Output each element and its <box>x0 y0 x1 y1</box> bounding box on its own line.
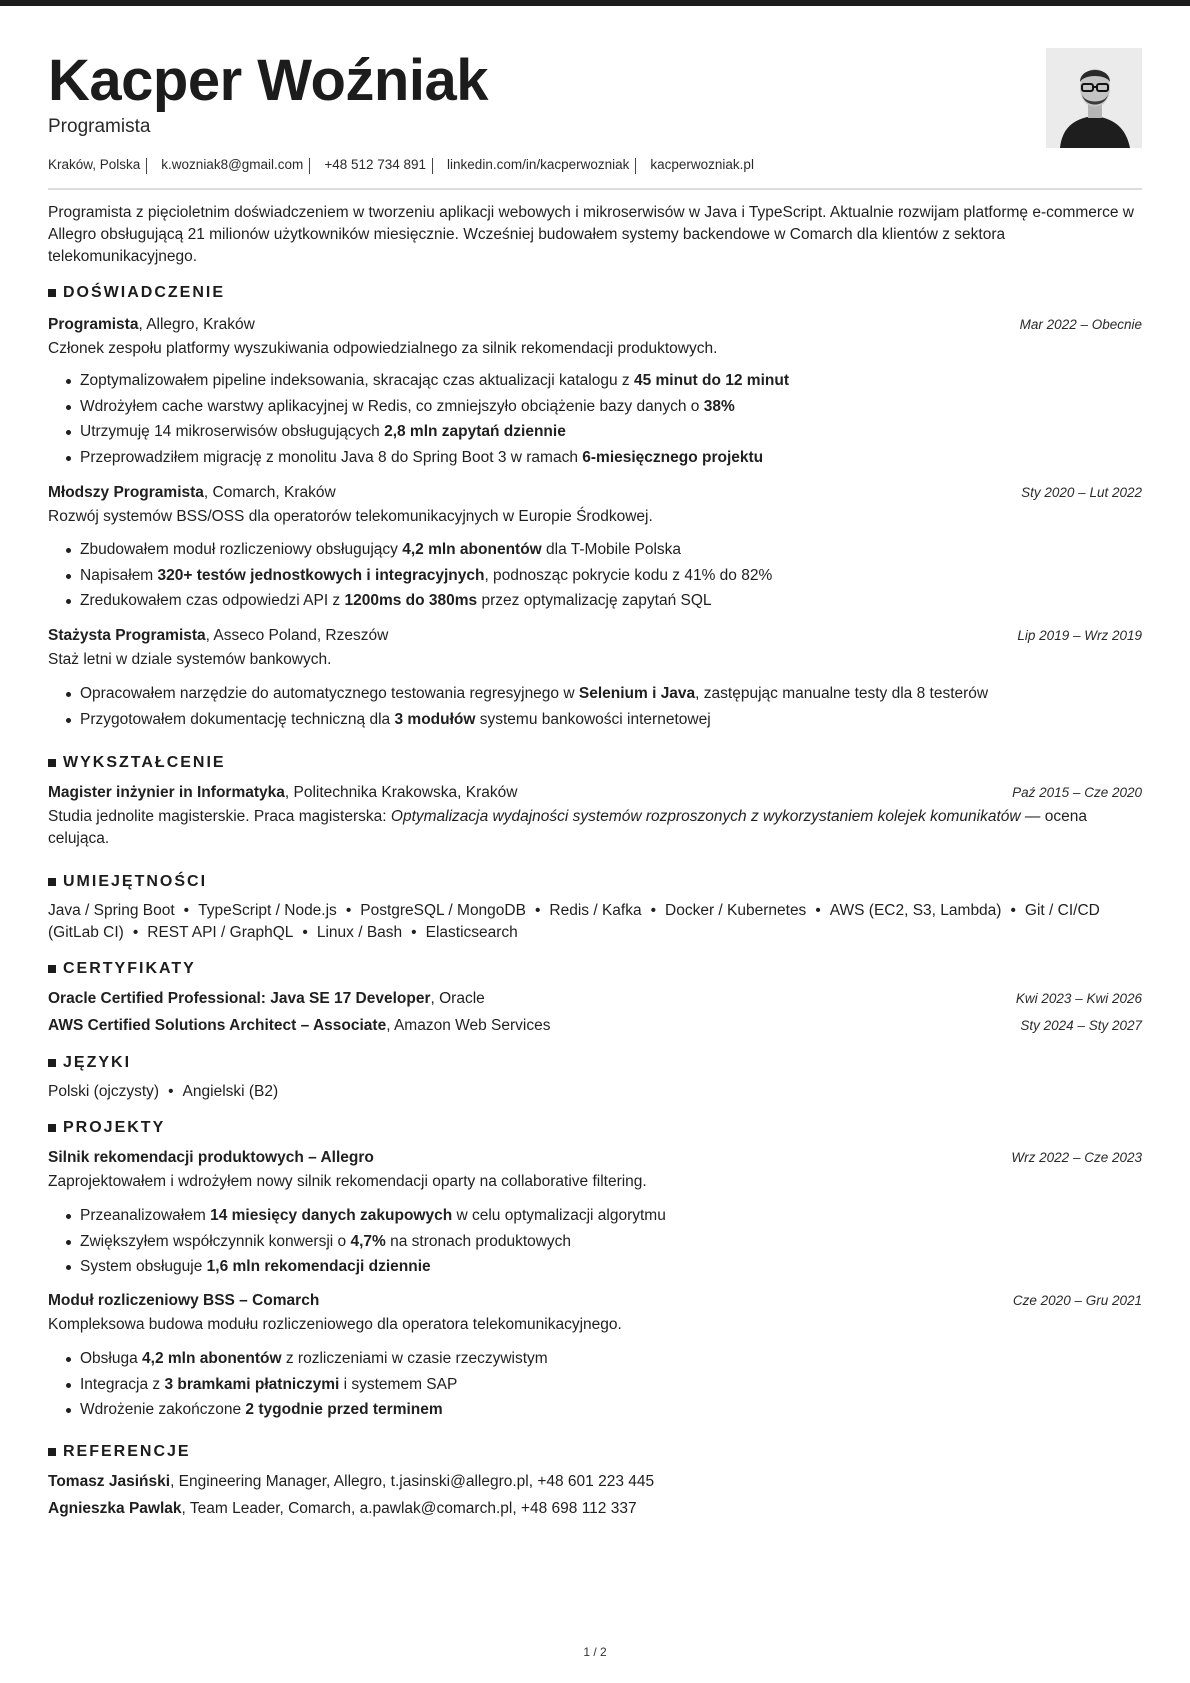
square-bullet-icon <box>48 289 56 297</box>
contact-row <box>48 157 754 173</box>
reference-details: , Engineering Manager, Allegro, t.jasinski@allegro.pl, +48 601 223 445 <box>170 1473 655 1490</box>
school-name: , Politechnika Krakowska, Kraków <box>284 784 518 801</box>
separator <box>309 158 310 174</box>
square-bullet-icon <box>48 878 56 886</box>
certificate-date: Kwi 2023 – Kwi 2026 <box>1015 991 1142 1006</box>
square-bullet-icon <box>48 1059 56 1067</box>
contact-email[interactable]: k.wozniak8@gmail.com <box>161 157 304 172</box>
contact-linkedin[interactable]: linkedin.com/in/kacperwozniak <box>447 157 630 172</box>
section-title-references <box>48 1443 191 1461</box>
language-item: Angielski (B2) <box>182 1083 279 1100</box>
reference-details: , Team Leader, Comarch, a.pawlak@comarch.pl, +48 698 112 337 <box>181 1500 637 1517</box>
job-date: Mar 2022 – Obecnie <box>1019 317 1142 332</box>
job-bullets <box>80 683 1140 734</box>
section-title-text: DOŚWIADCZENIE <box>63 284 225 301</box>
section-title-text: UMIEJĘTNOŚCI <box>63 873 208 890</box>
degree-title: Magister inżynier in Informatyka <box>48 784 285 801</box>
reference-name: Tomasz Jasiński <box>48 1473 171 1490</box>
bullet-item: Integracja z 3 bramkami płatniczymi i systemem SAP <box>80 1374 1140 1400</box>
job-description: Rozwój systemów BSS/OSS dla operatorów telekomunikacyjnych w Europie Środkowej. <box>48 508 653 525</box>
resume-page <box>48 0 1142 1517</box>
project-description: Zaprojektowałem i wdrożyłem nowy silnik rekomendacji oparty na collaborative filtering. <box>48 1173 647 1190</box>
project-description: Kompleksowa budowa modułu rozliczeniowego dla operatora telekomunikacyjnego. <box>48 1316 622 1333</box>
bullet-item: Napisałem 320+ testów jednostkowych i integracyjnych, podnosząc pokrycie kodu z 41% do 82% <box>80 565 1140 591</box>
certificate-date: Sty 2024 – Sty 2027 <box>1020 1018 1142 1033</box>
section-title-text: PROJEKTY <box>63 1119 166 1136</box>
skills-list: Java / Spring Boot • TypeScript / Node.js • PostgreSQL / MongoDB • Redis / Kafka • Docker / Kubernetes • AWS (EC2, S3, Lambda) • Git / CI/CD (GitLab CI) • REST API / GraphQL • Linux / Bash • Elasticsearch <box>48 902 1100 941</box>
separator <box>146 158 147 174</box>
section-title-languages <box>48 1054 131 1072</box>
job-org: , Comarch, Kraków <box>203 484 336 501</box>
page-number: 1 / 2 <box>583 1645 607 1659</box>
certificate-entry <box>48 990 1142 1008</box>
project-bullets <box>80 1205 1140 1282</box>
reference-name: Agnieszka Pawlak <box>48 1500 182 1517</box>
certificate-title: AWS Certified Solutions Architect – Associate <box>48 1017 387 1034</box>
skill-item: Docker / Kubernetes <box>665 902 807 919</box>
certificate-issuer: , Oracle <box>430 990 485 1007</box>
project-entry-head <box>48 1149 1142 1167</box>
job-title: Stażysta Programista <box>48 627 206 644</box>
job-bullets <box>80 370 1140 472</box>
bullet-item: Zbudowałem moduł rozliczeniowy obsługujący 4,2 mln abonentów dla T-Mobile Polska <box>80 539 1140 565</box>
skill-item: Linux / Bash <box>316 924 403 941</box>
bullet-item: Zoptymalizowałem pipeline indeksowania, skracając czas aktualizacji katalogu z 45 minut do 12 minut <box>80 370 1140 396</box>
skill-item: Java / Spring Boot <box>48 902 175 919</box>
separator <box>635 158 636 174</box>
skill-item: TypeScript / Node.js <box>198 902 337 919</box>
resume-header <box>48 0 1142 190</box>
square-bullet-icon <box>48 1448 56 1456</box>
job-org: , Allegro, Kraków <box>138 316 255 333</box>
contact-phone[interactable]: +48 512 734 891 <box>324 157 427 172</box>
bullet-item: Obsługa 4,2 mln abonentów z rozliczeniami w czasie rzeczywistym <box>80 1348 1140 1374</box>
experience-entry-head <box>48 627 1142 645</box>
project-date: Wrz 2022 – Cze 2023 <box>1011 1150 1142 1165</box>
square-bullet-icon <box>48 759 56 767</box>
certificate-title: Oracle Certified Professional: Java SE 17 Developer <box>48 990 431 1007</box>
job-bullets <box>80 539 1140 616</box>
square-bullet-icon <box>48 1124 56 1132</box>
project-date: Cze 2020 – Gru 2021 <box>1012 1293 1142 1308</box>
bullet-item: Opracowałem narzędzie do automatycznego testowania regresyjnego w Selenium i Java, zastępując manualne testy dla 8 testerów <box>80 683 1140 709</box>
certificate-issuer: , Amazon Web Services <box>386 1017 551 1034</box>
section-title-text: REFERENCJE <box>63 1443 191 1460</box>
contact-location: Kraków, Polska <box>48 157 141 172</box>
section-title-text: JĘZYKI <box>63 1054 132 1071</box>
header-divider <box>48 188 1142 190</box>
section-title-text: WYKSZTAŁCENIE <box>63 754 226 771</box>
bullet-item: Wdrożenie zakończone 2 tygodnie przed terminem <box>80 1399 1140 1425</box>
job-date: Lip 2019 – Wrz 2019 <box>1017 628 1142 643</box>
job-description: Członek zespołu platformy wyszukiwania odpowiedzialnego za silnik rekomendacji produktowych. <box>48 340 718 357</box>
skill-item: Git / CI/CD (GitLab CI) <box>48 902 1100 941</box>
project-bullets <box>80 1348 1140 1425</box>
separator <box>432 158 433 174</box>
person-photo-icon <box>1046 48 1142 148</box>
bullet-item: Zredukowałem czas odpowiedzi API z 1200ms do 380ms przez optymalizację zapytań SQL <box>80 590 1140 616</box>
job-description: Staż letni w dziale systemów bankowych. <box>48 651 332 668</box>
square-bullet-icon <box>48 965 56 973</box>
skill-item: PostgreSQL / MongoDB <box>360 902 526 919</box>
languages-list: Polski (ojczysty) • Angielski (B2) <box>48 1083 279 1100</box>
experience-entry-head <box>48 316 1142 334</box>
job-title: Młodszy Programista <box>48 484 204 501</box>
section-title-projects <box>48 1119 165 1137</box>
section-title-certificates <box>48 960 196 978</box>
section-title-text: CERTYFIKATY <box>63 960 196 977</box>
skill-item: AWS (EC2, S3, Lambda) <box>829 902 1002 919</box>
job-date: Sty 2020 – Lut 2022 <box>1021 485 1142 500</box>
section-title-skills <box>48 873 207 891</box>
bullet-item: Zwiększyłem współczynnik konwersji o 4,7% na stronach produktowych <box>80 1231 1140 1257</box>
summary: Programista z pięcioletnim doświadczeniem w tworzeniu aplikacji webowych i mikroserwisów w Java i TypeScript. Aktualnie rozwijam platformę e-commerce w Allegro obsługującą 21 milionów użytkowników miesięcznie. Wcześniej budowałem systemy backendowe w Comarch dla klientów z sektora telekomunikacyjnego. <box>48 204 1134 265</box>
section-title-experience <box>48 284 225 302</box>
education-entry-head <box>48 784 1142 802</box>
bullet-item: Przeanalizowałem 14 miesięcy danych zakupowych w celu optymalizacji algorytmu <box>80 1205 1140 1231</box>
job-title: Programista <box>48 316 139 333</box>
reference-entry <box>48 1498 1142 1520</box>
skill-item: REST API / GraphQL <box>147 924 294 941</box>
candidate-name: Kacper Woźniak <box>48 48 488 113</box>
profile-photo <box>1046 48 1142 148</box>
project-entry-head <box>48 1292 1142 1310</box>
reference-entry <box>48 1471 1142 1493</box>
bullet-item: System obsługuje 1,6 mln rekomendacji dziennie <box>80 1256 1140 1282</box>
contact-website[interactable]: kacperwozniak.pl <box>650 157 754 172</box>
language-item: Polski (ojczysty) <box>48 1083 160 1100</box>
skill-item: Redis / Kafka <box>549 902 642 919</box>
certificate-entry <box>48 1017 1142 1035</box>
education-date: Paź 2015 – Cze 2020 <box>1012 785 1142 800</box>
bullet-item: Utrzymuję 14 mikroserwisów obsługujących 2,8 mln zapytań dziennie <box>80 421 1140 447</box>
bullet-item: Przygotowałem dokumentację techniczną dla 3 modułów systemu bankowości internetowej <box>80 709 1140 735</box>
project-title: Silnik rekomendacji produktowych – Allegro <box>48 1149 374 1166</box>
bullet-item: Wdrożyłem cache warstwy aplikacyjnej w Redis, co zmniejszyło obciążenie bazy danych o 38% <box>80 396 1140 422</box>
experience-entry-head <box>48 484 1142 502</box>
candidate-role: Programista <box>48 116 151 137</box>
job-org: , Asseco Poland, Rzeszów <box>205 627 389 644</box>
education-description: Studia jednolite magisterskie. Praca magisterska: Optymalizacja wydajności systemów rozproszonych z wykorzystaniem kolejek komunikatów — ocena celująca. <box>48 808 1087 847</box>
project-title: Moduł rozliczeniowy BSS – Comarch <box>48 1292 320 1309</box>
skill-item: Elasticsearch <box>425 924 518 941</box>
bullet-item: Przeprowadziłem migrację z monolitu Java 8 do Spring Boot 3 w ramach 6-miesięcznego projektu <box>80 447 1140 473</box>
section-title-education <box>48 754 226 772</box>
